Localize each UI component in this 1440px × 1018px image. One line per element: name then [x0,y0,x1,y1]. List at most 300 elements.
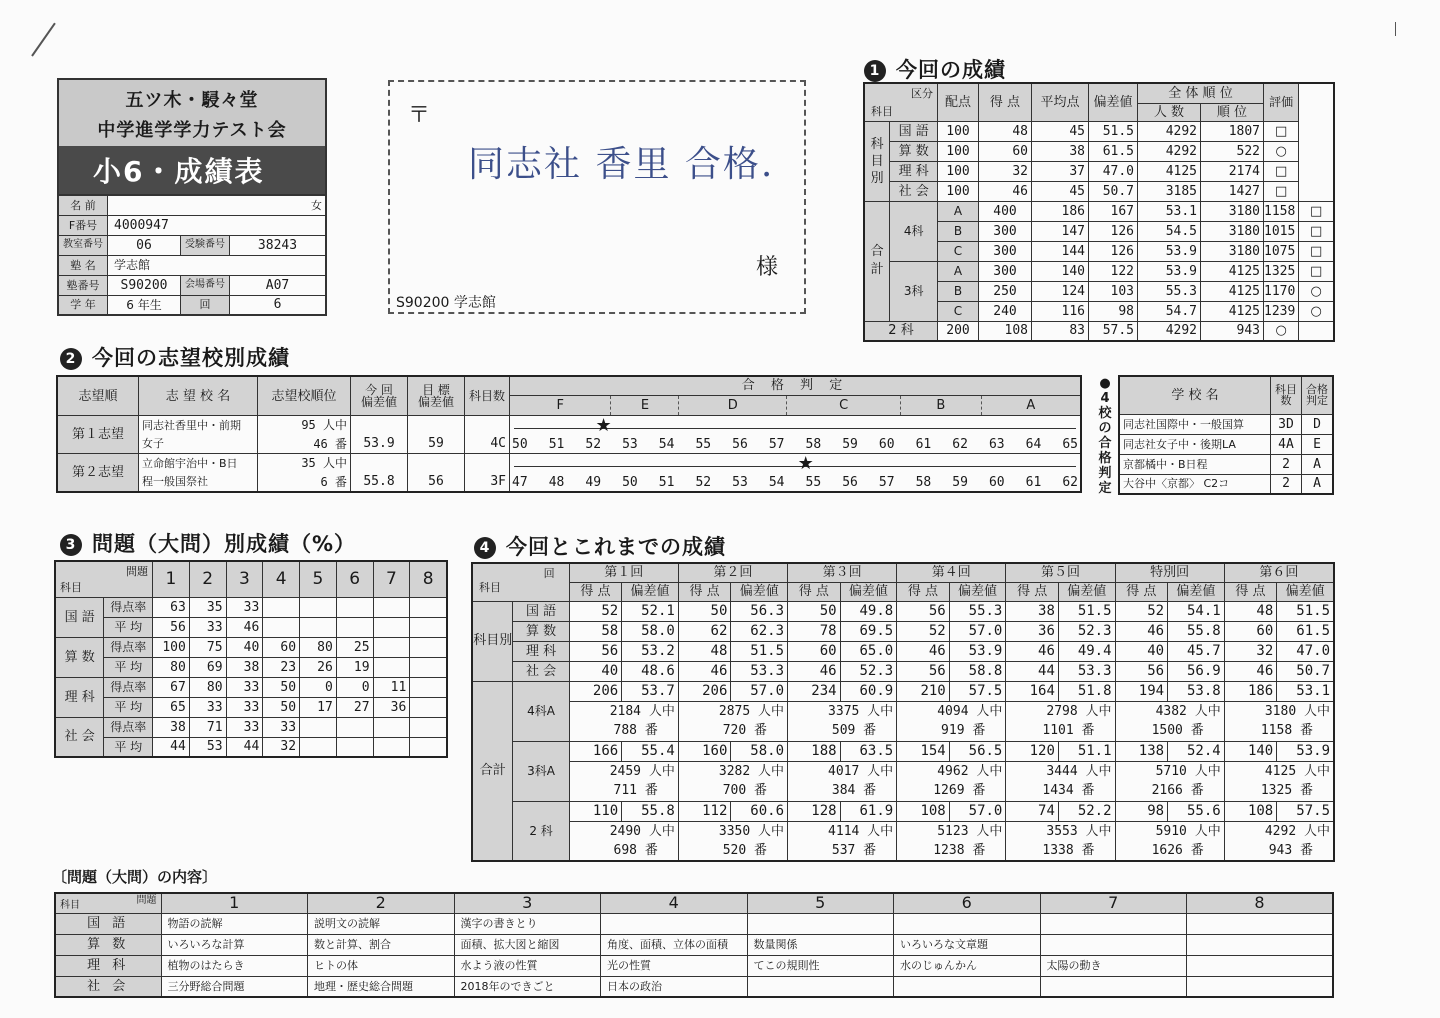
t4-total-value: 55.8 [622,801,679,821]
t3-col-head: 7 [373,561,410,597]
t3-kamoku: 科目 [60,580,82,594]
t3-value: 100 [152,637,189,657]
t3-value [373,717,410,737]
t3-value [410,657,447,677]
t3-subject: 国 語 [55,597,104,637]
t1-haiten: 100 [938,161,979,181]
t2-h-rank: 志望校順位 [258,376,351,416]
t5-content: いろいろな文章題 [894,934,1041,955]
t1-haiten: 100 [938,181,979,201]
t4-value: 56 [897,661,950,681]
t2s-subj: 2 [1271,454,1302,474]
t4-round-head: 特別回 [1115,563,1224,582]
t2s-judge: D [1302,414,1334,434]
sec3-num: 3 [60,534,82,556]
t5-content [1187,955,1334,976]
handwritten-note: 同志社 香里 合格. [468,144,775,185]
question-content-table [54,892,1334,998]
t3-value [300,737,337,757]
t4-total-value: 74 [1006,801,1059,821]
t1-dev: 55.3 [1138,281,1201,301]
t3-value [410,717,447,737]
scale-tick: 62 [1062,474,1078,490]
t3-value [410,617,447,637]
scale-tick: 47 [512,474,528,490]
t1-avg: 122 [1089,261,1138,281]
t2-h-school: 志 望 校 名 [139,376,258,416]
t1-avg: 37 [1032,161,1089,181]
t1-haiten: 100 [938,141,979,161]
t4-value: 50.7 [1277,661,1334,681]
scale-tick: 49 [585,474,602,490]
t4-value: 55.8 [1168,621,1225,641]
t3-value: 60 [263,637,300,657]
t3-value: 67 [152,677,189,697]
t5-row [55,934,1333,955]
scale-tick: 48 [548,474,565,490]
t1-eval: ○ [1264,321,1299,341]
sec4-num: 4 [474,537,496,559]
t1-n: 3180 [1201,201,1264,221]
t3-row-label: 得点率 [104,637,152,657]
scale-tick: 58 [805,437,822,452]
t1-score: 48 [979,121,1032,141]
t5-content: 太陽の動き [1040,955,1187,976]
t2s-judge: A [1302,474,1334,494]
t4-total-value: 52.2 [1058,801,1115,821]
t4-value: 53.3 [1058,661,1115,681]
scale-tick: 54 [658,437,675,452]
t3-corner [55,561,152,597]
t1-group-three: 3科 [890,261,938,321]
t1-eval: □ [1264,161,1299,181]
t4-value: 58.8 [949,661,1006,681]
t4-total-value: 60.6 [731,801,788,821]
t4-group-total: 合計 [472,681,513,861]
t4-total-ninzu: 2490 人中 [569,821,678,841]
t1-row-label: 2 科 [864,321,938,341]
t3-value: 35 [189,597,226,617]
t4-value: 52.3 [1058,621,1115,641]
four-school-label: ●4校の合格判定 [1098,376,1112,496]
scale-tick: 57 [768,437,785,452]
t2-order: 第２志望 [57,454,139,492]
t1-haiten: 240 [979,301,1032,321]
t1-row-label: B [938,281,979,301]
t4-value: 51.5 [1277,601,1334,621]
t4-score-head: 得 点 [897,582,950,601]
t4-value: 46 [788,661,841,681]
t3-col-head: 1 [152,561,189,597]
t5-kamoku: 科目 [60,899,80,911]
t4-total-juni: 509 番 [788,721,897,741]
t3-value: 56 [152,617,189,637]
t4-total-ninzu: 2184 人中 [569,701,678,721]
t1-avg: 83 [1032,321,1089,341]
scale-line [514,466,1076,467]
t3-value: 25 [336,637,373,657]
t1-haiten: 300 [979,261,1032,281]
t3-value [300,717,337,737]
scale-ticks [510,476,1080,489]
t4-value: 46 [1006,641,1059,661]
t2-judge-scale-cell [510,416,1082,454]
report-title: 小6・成績表 [57,146,327,194]
t4-total-value: 57.0 [731,681,788,701]
t1-row-label: 算 数 [890,141,938,161]
t3-value [410,597,447,617]
t1-row-label: 社 会 [890,181,938,201]
t4-total-value: 154 [897,741,950,761]
t1-score: 124 [1032,281,1089,301]
t4-total-value: 186 [1224,681,1277,701]
t3-row [55,597,447,617]
t3-value [373,657,410,677]
address-footer: S90200 学志館 [396,295,496,311]
t2-target: 59 [408,416,465,454]
t3-value [410,737,447,757]
t1-group-subj: 科目別 [864,121,890,201]
t5-col-head: 7 [1040,893,1187,913]
scale-tick: 54 [768,474,785,490]
t3-value: 38 [152,717,189,737]
t2-rank-of: 95 人中 [258,416,351,435]
t3-value: 27 [336,697,373,717]
scale-tick: 51 [548,437,565,452]
grade-label: 学 年 [58,295,108,315]
t4-total-ninzu: 3350 人中 [678,821,787,841]
t4-value: 46 [678,661,731,681]
t3-value [300,617,337,637]
gender: 女 [108,195,327,215]
t4-value: 32 [1224,641,1277,661]
t4-total-value: 112 [678,801,731,821]
judge-grade-strip [510,396,1080,415]
t1-h-score: 得 点 [979,83,1032,121]
t1-rank: 1015 [1264,221,1299,241]
t5-content: 物語の読解 [161,913,308,934]
t4-value: 53.3 [731,661,788,681]
t1-row-label: C [938,241,979,261]
t1-group-four: 4科 [890,201,938,261]
t5-content: 面積、拡大図と縮図 [454,934,601,955]
t4-value: 52 [897,621,950,641]
t2-target: 56 [408,454,465,492]
address-box [388,80,806,314]
t5-content [894,976,1041,997]
scale-tick: 63 [988,437,1005,452]
t4-total-value: 138 [1115,741,1168,761]
juku-no-label: 塾番号 [58,275,108,295]
t4-total-juni: 711 番 [569,781,678,801]
t3-value: 0 [300,677,337,697]
t2-row [57,454,1081,473]
t4-total-ninzu-row [472,761,1334,781]
t5-col-head: 2 [308,893,455,913]
t4-total-value: 206 [678,681,731,701]
t1-row [864,121,1334,141]
t3-value: 75 [189,637,226,657]
t4-total-ninzu: 5910 人中 [1115,821,1224,841]
t2s-judge: A [1302,454,1334,474]
t1-group-total: 合計 [864,201,890,321]
t5-row [55,955,1333,976]
juku-number: S90200 [108,275,181,295]
t4-total-value: 210 [897,681,950,701]
t4-total-ninzu: 4094 人中 [897,701,1006,721]
t4-value: 53.9 [949,641,1006,661]
t3-value [410,697,447,717]
t2-school-line2: 女子 [139,435,258,454]
t1-row [864,201,1334,221]
grade: 6 年生 [108,295,181,315]
t2-rank-pos: 6 番 [258,473,351,492]
t1-rank: 1807 [1201,121,1264,141]
t3-value: 17 [300,697,337,717]
t2s-school: 同志社国際中・一般国算 [1119,414,1271,434]
sec4-title: 今回とこれまでの成績 [506,535,726,559]
t3-value [300,597,337,617]
t4-total-value: 234 [788,681,841,701]
t4-total-value: 61.9 [840,801,897,821]
t3-row [55,617,447,637]
t1-avg: 98 [1089,301,1138,321]
t4-total-juni: 520 番 [678,841,787,861]
juku-name: 学志館 [108,255,327,275]
t2-subjects: 3F [465,454,510,492]
scale-ticks [510,438,1080,451]
exam-number: 38243 [230,235,327,255]
t1-rank: 1158 [1264,201,1299,221]
t4-value: 36 [1006,621,1059,641]
t4-total-ninzu: 4125 人中 [1224,761,1334,781]
t4-total-value: 58.0 [731,741,788,761]
t4-total-value: 166 [569,741,622,761]
exam-label: 受験番号 [181,235,230,255]
t4-dev-head: 偏差値 [949,582,1006,601]
scale-tick: 60 [988,474,1005,490]
current-results-table [863,82,1335,342]
t5-col-head: 8 [1187,893,1334,913]
t3-value [373,637,410,657]
t4-total-value: 98 [1115,801,1168,821]
t3-value [410,677,447,697]
scale-tick: 56 [732,437,748,452]
t3-row-label: 得点率 [104,597,152,617]
t3-value: 80 [300,637,337,657]
t4-score-head: 得 点 [1224,582,1277,601]
t3-value [336,737,373,757]
t3-row [55,697,447,717]
sec4-header [474,531,726,561]
sec2-title: 今回の志望校別成績 [92,346,290,370]
t1-rank: 2174 [1201,161,1264,181]
t1-score: 46 [979,181,1032,201]
t2s-judge: E [1302,434,1334,454]
t4-total-value: 128 [788,801,841,821]
t4-value: 52 [1115,601,1168,621]
t4-kamoku: 科目 [479,580,501,594]
scale-tick: 59 [842,437,858,452]
t4-total-juni: 1338 番 [1006,841,1115,861]
t1-row-label: A [938,261,979,281]
t1-dev: 53.9 [1138,261,1201,281]
t3-value [373,597,410,617]
t4-total-juni-row [472,721,1334,741]
t4-total-ninzu: 4017 人中 [788,761,897,781]
t4-total-juni: 1238 番 [897,841,1006,861]
t4-subject-row [472,661,1334,681]
t4-score-head: 得 点 [678,582,731,601]
t3-value: 36 [373,697,410,717]
t3-value: 33 [189,697,226,717]
t5-col-head: 6 [894,893,1041,913]
t3-row-label: 平 均 [104,697,152,717]
t5-col-head: 3 [454,893,601,913]
t3-value [373,737,410,757]
t4-total-label: 2 科 [513,801,569,861]
t5-content: 地理・歴史総合問題 [308,976,455,997]
scale-tick: 59 [952,474,968,490]
t4-value: 52.1 [622,601,679,621]
t4-total-value: 53.9 [1277,741,1334,761]
t4-value: 47.0 [1277,641,1334,661]
t1-dev: 47.0 [1089,161,1138,181]
t1-eval: ○ [1264,141,1299,161]
t2-h-dev1: 今 回 [365,383,393,397]
t3-value: 19 [336,657,373,677]
t2-rank-pos: 46 番 [258,435,351,454]
t4-score-head: 得 点 [569,582,622,601]
t3-value: 38 [226,657,263,677]
t4-total-ninzu-row [472,701,1334,721]
t3-subject: 理 科 [55,677,104,717]
t1-h-avg: 平均点 [1032,83,1089,121]
t5-row [55,913,1333,934]
t4-value: 50 [678,601,731,621]
t4-value: 58 [569,621,622,641]
t5-col-head: 5 [747,893,894,913]
t4-subject-row [472,621,1334,641]
t1-eval: □ [1299,241,1334,261]
t2s-subj: 3D [1271,414,1302,434]
t3-row-label: 得点率 [104,677,152,697]
t2-subjects: 4C [465,416,510,454]
scale-tick: 51 [658,474,675,490]
t3-value: 80 [189,677,226,697]
name-label: 名 前 [58,195,108,215]
t1-dev: 54.7 [1138,301,1201,321]
judge-grade-label: F [556,398,564,413]
t3-value: 33 [226,677,263,697]
t4-score-head: 得 点 [788,582,841,601]
t4-value: 62.3 [731,621,788,641]
t5-content [1040,913,1187,934]
pen-mark [31,23,56,57]
t4-value: 61.5 [1277,621,1334,641]
t4-value: 45.7 [1168,641,1225,661]
t4-dev-head: 偏差値 [622,582,679,601]
t4-total-value: 53.8 [1168,681,1225,701]
t4-total-ninzu: 3444 人中 [1006,761,1115,781]
t1-score: 140 [1032,261,1089,281]
student-info-box [57,78,327,316]
t1-rank: 1075 [1264,241,1299,261]
t1-rank: 943 [1201,321,1264,341]
t1-h-dev: 偏差値 [1089,83,1138,121]
t1-haiten: 400 [979,201,1032,221]
scale-tick: 52 [695,474,712,490]
scale-tick: 65 [1062,437,1078,452]
t2s-school: 京都橘中・B日程 [1119,454,1271,474]
t4-total-ninzu: 4382 人中 [1115,701,1224,721]
t4-total-value: 52.4 [1168,741,1225,761]
t3-value: 80 [152,657,189,677]
t5-content: 数量関係 [747,934,894,955]
t2s-row [1119,434,1333,454]
t4-total-value: 60.9 [840,681,897,701]
scale-tick: 52 [585,437,602,452]
round: 6 [230,295,327,315]
t1-avg: 45 [1032,121,1089,141]
scale-tick: 56 [842,474,858,490]
t4-value: 56.9 [1168,661,1225,681]
t1-dev: 54.5 [1138,221,1201,241]
t4-total-value: 120 [1006,741,1059,761]
t4-dev-head: 偏差値 [1168,582,1225,601]
t4-total-juni: 1269 番 [897,781,1006,801]
t5-content [601,913,748,934]
t1-dev: 50.7 [1089,181,1138,201]
t1-h-eval: 評価 [1264,83,1299,121]
t4-round-head: 第６回 [1224,563,1334,582]
t4-total-juni: 698 番 [569,841,678,861]
scale-tick: 64 [1025,437,1042,452]
sec3-header [60,528,356,558]
t1-kubun: 区分 [911,87,933,100]
t2-h-tgt [408,376,465,416]
t1-eval: □ [1299,261,1334,281]
t5-content: ヒトの体 [308,955,455,976]
t1-h-ninzu: 人 数 [1138,103,1201,121]
t4-total-label: 4科A [513,681,569,741]
student-table [57,194,327,316]
t4-dev-head: 偏差値 [840,582,897,601]
t4-total-value: 51.1 [1058,741,1115,761]
t4-round-head: 第３回 [788,563,897,582]
scale-tick: 55 [805,474,822,490]
t1-eval: ○ [1299,301,1334,321]
t4-total-juni: 788 番 [569,721,678,741]
t5-content: 植物のはたらき [161,955,308,976]
history-table [471,562,1335,862]
t4-value: 50 [788,601,841,621]
t1-row [864,161,1334,181]
t4-value: 52.3 [840,661,897,681]
t1-row-label: C [938,301,979,321]
t4-kai: 回 [543,567,555,580]
f-number: 4000947 [108,215,327,235]
t4-round-head: 第１回 [569,563,678,582]
t4-total-juni: 1626 番 [1115,841,1224,861]
t4-total-value: 55.4 [622,741,679,761]
t4-total-value: 206 [569,681,622,701]
t1-haiten: 200 [938,321,979,341]
t4-round-head: 第２回 [678,563,787,582]
edge-mark [1395,22,1396,36]
t4-value: 69.5 [840,621,897,641]
t3-value: 53 [189,737,226,757]
